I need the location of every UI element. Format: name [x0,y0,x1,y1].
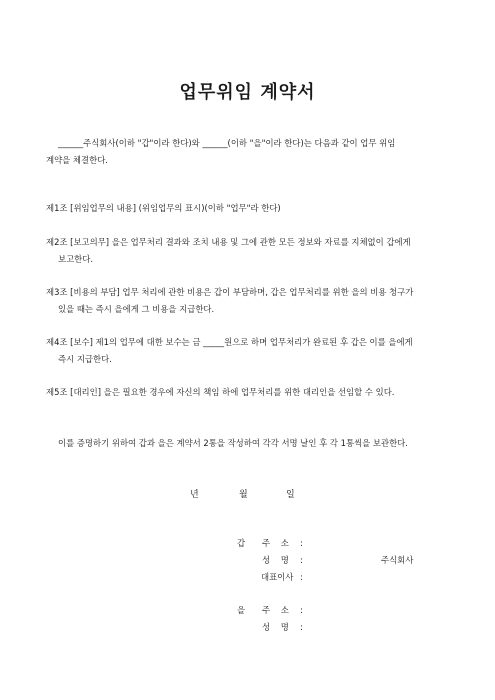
article-3-line-2: 있을 때는 즉시 을에게 그 비용을 지급한다. [58,304,215,314]
article-1 [46,200,456,217]
article-3-line-1: 제3조 [비용의 부담] 업무 처리에 관한 비용은 갑이 부담하며, 갑은 업무처리를 위한 을의 비용 청구가 [46,287,414,297]
party-b-address-label: 주 소 [262,605,293,615]
article-4 [46,334,456,368]
party-a-rep-colon: : [300,572,303,582]
party-a-rep-label: 대표이사 [261,572,294,582]
party-a-name-colon: : [300,555,303,565]
article-1-line-1: 제1조 [위임업무의 내용] (위임업무의 표시)(이하 "업무"라 한다) [46,203,281,213]
closing-paragraph [46,435,456,452]
intro-line-1: ______주식회사(이하 "갑"이라 한다)와 ______(이하 "을"이라 한다)는 다음과 같이 업무 위임 [58,138,396,148]
party-a-address-colon: : [300,538,303,548]
party-b-name-label: 성 명 [262,622,293,632]
article-5 [46,384,456,401]
date-year: 년 [190,490,199,500]
party-b-block [0,602,495,662]
date-month: 월 [239,490,248,500]
article-5-line-1: 제5조 [대리인] 을은 필요한 경우에 자신의 책임 하에 업무처리를 위한 대리인을 선임할 수 있다. [46,387,395,397]
party-b-name-colon: : [300,622,303,632]
intro-paragraph [46,135,456,169]
article-2 [46,234,456,268]
article-3 [46,284,456,318]
party-a-name-label: 성 명 [262,555,293,565]
article-4-line-2: 즉시 지급한다. [58,354,112,364]
party-b-address-colon: : [300,605,303,615]
article-4-line-1: 제4조 [보수] 제1의 업무에 대한 보수는 금 _____원으로 하며 업무처리가 완료된 후 갑은 이를 을에게 [46,337,413,347]
article-2-line-2: 보고한다. [58,254,94,264]
party-a-label: 갑 [237,538,246,548]
intro-line-2: 계약을 체결한다. [46,155,108,165]
party-b-label: 을 [237,605,246,615]
document-title: 업무위임 계약서 [179,82,316,103]
closing-line: 이를 증명하기 위하여 갑과 을은 계약서 2통을 작성하여 각각 서명 날인 후 각 1통씩을 보관한다. [58,438,408,448]
party-a-address-label: 주 소 [262,538,293,548]
article-2-line-1: 제2조 [보고의무] 을은 업무처리 결과와 조치 내용 및 그에 관한 모든 정보와 자료를 지체없이 갑에게 [46,237,411,247]
date-day: 일 [286,490,295,500]
party-a-company-suffix: 주식회사 [381,555,414,565]
